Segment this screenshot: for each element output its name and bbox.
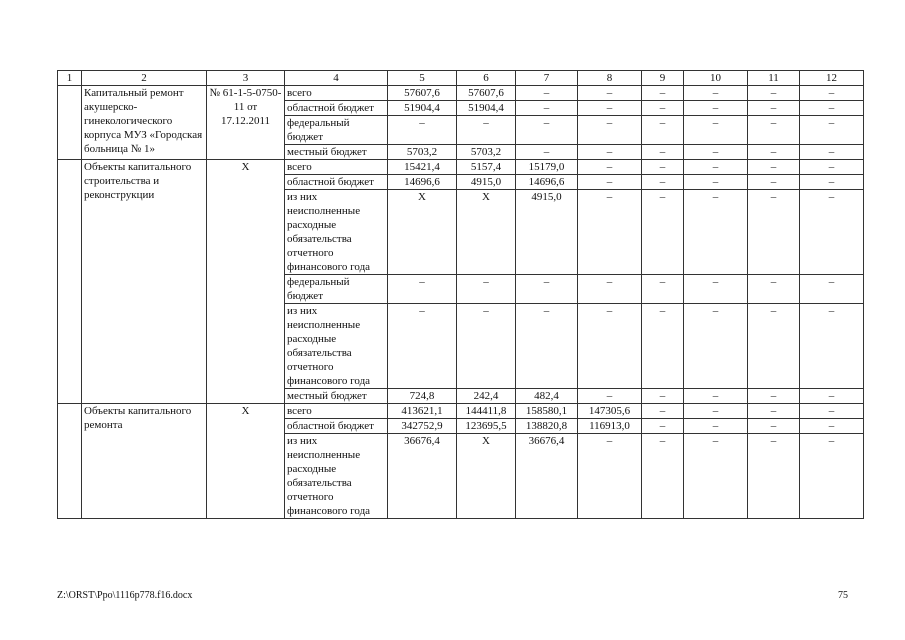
column-number: 6 [457,71,516,86]
column-number: 2 [82,71,207,86]
value-cell: – [642,160,684,175]
table-row [58,160,864,175]
row-number-cell [58,404,82,519]
funding-source: всего [285,404,388,419]
value-cell: – [516,116,578,145]
value-cell: – [748,404,800,419]
funding-source: всего [285,160,388,175]
value-cell: – [642,434,684,519]
column-number: 12 [800,71,864,86]
value-cell: – [800,145,864,160]
budget-table [57,70,864,519]
value-cell: 57607,6 [457,86,516,101]
value-cell: – [800,304,864,389]
value-cell: – [388,116,457,145]
value-cell: – [642,404,684,419]
funding-source: из них неисполненные расходные обязательства отчетного финансового года [285,304,388,389]
value-cell: – [684,304,748,389]
value-cell: 5703,2 [457,145,516,160]
value-cell: – [516,304,578,389]
value-cell: – [578,389,642,404]
value-cell: – [642,304,684,389]
value-cell: – [800,419,864,434]
table-row [58,404,864,419]
value-cell: Х [457,190,516,275]
value-cell: – [800,160,864,175]
value-cell: 5703,2 [388,145,457,160]
value-cell: – [684,86,748,101]
value-cell: – [748,175,800,190]
value-cell: – [642,275,684,304]
row-number-cell [58,160,82,404]
column-number: 5 [388,71,457,86]
value-cell: – [578,304,642,389]
value-cell: 36676,4 [388,434,457,519]
value-cell: 158580,1 [516,404,578,419]
value-cell: 482,4 [516,389,578,404]
value-cell: – [457,304,516,389]
value-cell: – [642,145,684,160]
value-cell: – [684,190,748,275]
value-cell: – [800,434,864,519]
value-cell: – [684,116,748,145]
value-cell: – [457,116,516,145]
value-cell: 138820,8 [516,419,578,434]
value-cell: – [642,190,684,275]
value-cell: – [578,434,642,519]
value-cell: – [748,434,800,519]
value-cell: – [578,160,642,175]
column-number: 3 [207,71,285,86]
value-cell: 144411,8 [457,404,516,419]
value-cell: – [642,101,684,116]
value-cell: – [642,175,684,190]
funding-source: из них неисполненные расходные обязательства отчетного финансового года [285,190,388,275]
column-number: 10 [684,71,748,86]
value-cell: – [578,190,642,275]
value-cell: 15421,4 [388,160,457,175]
value-cell: Х [457,434,516,519]
value-cell: – [748,190,800,275]
value-cell: – [642,389,684,404]
funding-source: областной бюджет [285,101,388,116]
value-cell: – [457,275,516,304]
value-cell: – [388,304,457,389]
value-cell: – [388,275,457,304]
value-cell: – [748,389,800,404]
value-cell: 15179,0 [516,160,578,175]
value-cell: 57607,6 [388,86,457,101]
column-number: 11 [748,71,800,86]
funding-source: местный бюджет [285,389,388,404]
value-cell: 413621,1 [388,404,457,419]
value-cell: – [516,275,578,304]
value-cell: – [684,389,748,404]
value-cell: – [516,145,578,160]
value-cell: – [578,275,642,304]
header-row [58,71,864,86]
document-reference: № 61-1-5-0750-11 от 17.12.2011 [207,86,285,160]
value-cell: 36676,4 [516,434,578,519]
value-cell: – [578,116,642,145]
value-cell: – [578,86,642,101]
object-name: Объекты капитального ремонта [82,404,207,519]
column-number: 9 [642,71,684,86]
row-number-cell [58,86,82,160]
value-cell: – [748,101,800,116]
value-cell: Х [388,190,457,275]
object-name: Капитальный ремонт акушерско-гинекологического корпуса МУЗ «Городская больница № 1» [82,86,207,160]
value-cell: 147305,6 [578,404,642,419]
funding-source: местный бюджет [285,145,388,160]
value-cell: – [516,101,578,116]
value-cell: – [642,116,684,145]
value-cell: 123695,5 [457,419,516,434]
document-reference: Х [207,404,285,519]
value-cell: – [516,86,578,101]
value-cell: – [748,419,800,434]
value-cell: – [578,145,642,160]
value-cell: – [684,419,748,434]
value-cell: – [748,160,800,175]
value-cell: 116913,0 [578,419,642,434]
table-row [58,86,864,101]
value-cell: – [578,175,642,190]
value-cell: – [800,101,864,116]
page-number: 75 [838,590,848,601]
value-cell: – [684,275,748,304]
value-cell: 14696,6 [516,175,578,190]
value-cell: – [684,145,748,160]
value-cell: – [748,145,800,160]
funding-source: из них неисполненные расходные обязательства отчетного финансового года [285,434,388,519]
value-cell: 4915,0 [516,190,578,275]
value-cell: – [684,404,748,419]
value-cell: – [800,86,864,101]
funding-source: областной бюджет [285,419,388,434]
file-path: Z:\ORST\Ppo\1116p778.f16.docx [57,590,193,601]
object-name: Объекты капитального строительства и реконструкции [82,160,207,404]
value-cell: – [800,116,864,145]
value-cell: 51904,4 [457,101,516,116]
value-cell: – [748,86,800,101]
value-cell: – [748,304,800,389]
funding-source: федеральный бюджет [285,275,388,304]
document-reference: Х [207,160,285,404]
value-cell: – [684,434,748,519]
value-cell: – [800,175,864,190]
value-cell: – [748,275,800,304]
column-number: 8 [578,71,642,86]
value-cell: – [800,389,864,404]
value-cell: – [748,116,800,145]
funding-source: областной бюджет [285,175,388,190]
value-cell: 342752,9 [388,419,457,434]
value-cell: 51904,4 [388,101,457,116]
value-cell: – [684,175,748,190]
value-cell: 5157,4 [457,160,516,175]
value-cell: – [800,190,864,275]
value-cell: – [642,419,684,434]
value-cell: – [684,101,748,116]
funding-source: всего [285,86,388,101]
funding-source: федеральный бюджет [285,116,388,145]
value-cell: 724,8 [388,389,457,404]
column-number: 7 [516,71,578,86]
value-cell: – [800,404,864,419]
value-cell: 14696,6 [388,175,457,190]
value-cell: – [684,160,748,175]
value-cell: 242,4 [457,389,516,404]
value-cell: – [642,86,684,101]
value-cell: – [800,275,864,304]
value-cell: – [578,101,642,116]
column-number: 4 [285,71,388,86]
value-cell: 4915,0 [457,175,516,190]
column-number: 1 [58,71,82,86]
